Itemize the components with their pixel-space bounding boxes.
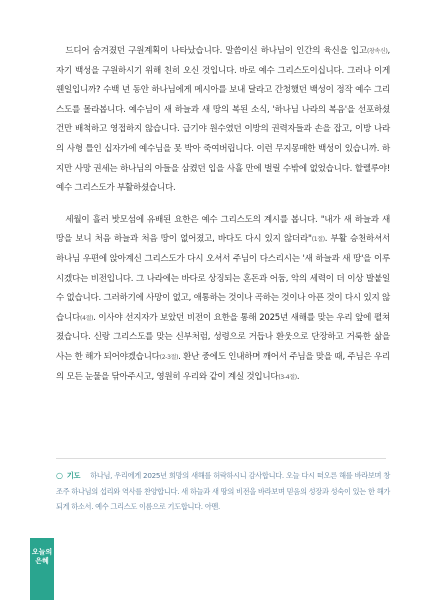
scripture-ref: (3-4절) [278, 373, 297, 381]
prayer-section [56, 468, 390, 515]
section-divider [56, 458, 386, 459]
circle-icon: ○ [56, 471, 63, 480]
paragraph-2: 세월이 흘러 밧모섬에 유배된 요한은 예수 그리스도의 계시를 봅니다. "내가 새 하늘과 새 땅을 보니 처음 하늘과 처음 땅이 없어졌고, 바다도 다시 있지 않더라"(1절). 부활 승천하셔서 하나님 우편에 앉아계신 그리스도가 다시 오셔서 주님이 다스리시는 '새 하늘과 새 땅'을 이루시겠다는 비전입니다. 그 나라에는 바다로 상징되는 혼돈과 어둠, 악의 세력이 더 이상 발붙일 수 없습니다. 그러하기에 사망이 없고, 애통하는 것이나 곡하는 것이나 아픈 것이 다시 있지 않습니다(4절). 이사야 선지자가 보았던 비전이 요한을 통해 2025년 새해를 맞는 우리 앞에 펼쳐졌습니다. 신랑 그리스도를 맞는 신부처럼, 성령으로 거듭나 환웃으로 단장하고 거룩한 삶을 사는 한 해가 되어야겠습니다(2-3절). 환난 중에도 인내하며 깨어서 주님을 맞을 때, 주님은 우리의 모든 눈물을 닦아주시고, 영원히 우리와 같이 계실 것입니다(3-4절). [56, 214, 390, 382]
scripture-ref: (1절) [311, 236, 325, 244]
paragraph-1: 드디어 숨겨졌던 구원계획이 나타났습니다. 말씀이신 하나님이 인간의 육신을 입고(창속신), 자기 백성을 구원하시기 위해 친히 오신 것입니다. 바로 예수 그리스도이십니다. 그러나 이게 웬일입니까? 수백 년 동안 하나님에게 메시아를 보내 달라고 간청했던 백성이 정작 예수 그리스도를 몰라봅니다. 예수님이 새 하늘과 새 땅의 복된 소식, '하나님 나라의 복음'을 선포하셨건만 배척하고 영접하지 않습니다. 급기야 원수였던 이방의 권력자들과 손을 잡고, 이방 나라의 사형 틀인 십자가에 예수님을 못 박아 죽여버립니다. 이런 무지몽매한 백성이 있습니까. 하지만 사망 권세는 하나님의 아들을 삼켰던 입을 사흘 만에 벌릴 수밖에 없었습니다. 할렐루야! 예수 그리스도가 부활하셨습니다. [56, 46, 390, 194]
scripture-ref: (창속신) [366, 48, 388, 55]
side-tab-label: 오늘의 은혜 [31, 548, 53, 565]
prayer-heading: 기도 [66, 471, 81, 480]
devotional-body [56, 42, 390, 387]
scripture-ref: (4절) [80, 314, 94, 322]
scripture-ref: (2-3절) [159, 353, 179, 361]
side-tab [30, 538, 54, 600]
prayer-text: 하나님, 우리에게 2025년 희망의 새해를 허락하시니 감사합니다. 오늘 다시 떠오른 해를 바라보며 창조주 하나님의 섭리와 역사를 찬양합니다. 새 하늘과 새 땅의 비전을 바라보며 믿음의 성장과 성숙이 있는 한 해가 되게 하소서. 예수 그리스도 이름으로 기도합니다. 아멘. [56, 471, 390, 511]
